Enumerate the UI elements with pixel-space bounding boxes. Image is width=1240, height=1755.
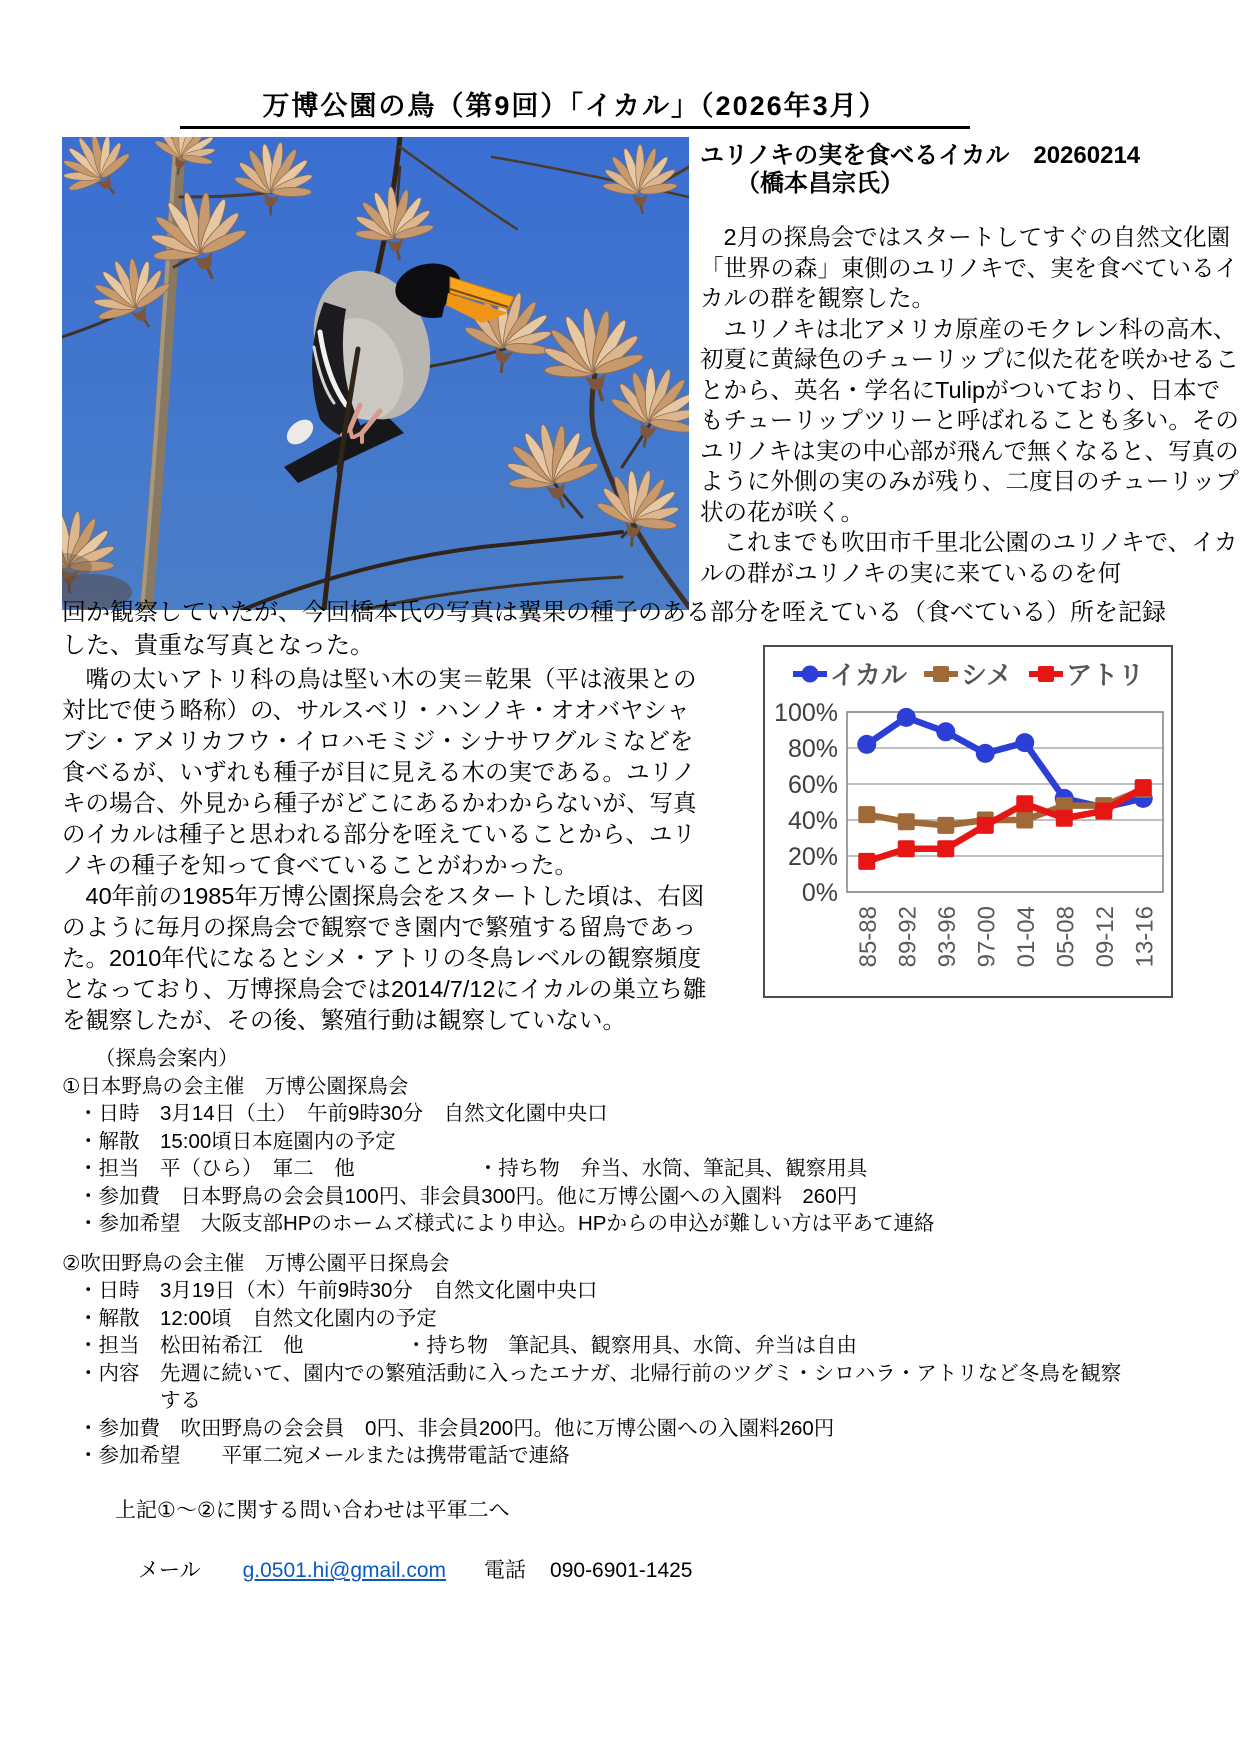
bird-photo-illustration xyxy=(62,137,689,610)
section-gap xyxy=(62,1238,1232,1250)
intro-paragraph-2: ユリノキは北アメリカ原産のモクレン科の高木、初夏に黄緑色のチューリップに似た花を咲かせることから、英名・学名にTulipがついており、日本でもチューリップツリーと呼ばれることも多い。そのユリノキは実の中心部が飛んで無くなると、写真のように外側の実のみが残り、二度目のチューリップ状の花が咲く。 xyxy=(700,315,1239,525)
chart-legend xyxy=(765,655,1171,692)
section2-item-apply: ・参加希望 平軍二宛メールまたは携帯電話で連絡 xyxy=(78,1444,570,1467)
section1-item-leader: ・担当 平（ひら） 軍二 他 ・持ち物 弁当、水筒、筆記具、観察用具 xyxy=(78,1157,868,1180)
svg-text:97-00: 97-00 xyxy=(973,906,1001,968)
contact-block xyxy=(62,1497,1162,1613)
svg-text:05-08: 05-08 xyxy=(1052,906,1080,968)
legend-item-shime xyxy=(923,655,1012,692)
bird-photo xyxy=(62,137,689,610)
legend-label-atori: アトリ xyxy=(1066,660,1145,690)
svg-text:89-92: 89-92 xyxy=(894,906,922,968)
svg-text:80%: 80% xyxy=(787,735,838,763)
svg-text:40%: 40% xyxy=(787,807,838,835)
intro-paragraph-1: 2月の探鳥会ではスタートしてすぐの自然文化園「世界の森」東側のユリノキで、実を食べているイカルの群を観察した。 xyxy=(700,224,1239,311)
announcements-heading: （探鳥会案内） xyxy=(95,1047,239,1070)
legend-label-ikaru: イカル xyxy=(829,660,907,690)
section2-title: ②吹田野鳥の会主催 万博公園平日探鳥会 xyxy=(62,1251,450,1275)
photo-side-column xyxy=(700,142,1240,588)
body-paragraph-3: 40年前の1985年万博公園探鳥会をスタートした頃は、右図のように毎月の探鳥会で観察でき園内で繁殖する留鳥であった。2010年代になるとシメ・アトリの冬鳥レベルの観察頻度となっており、万博探鳥会では2014/7/12にイカルの巣立ち雛を観察したが、その後、繁殖行動は観察していない。 xyxy=(62,883,707,1033)
section2-item-content-cont: する xyxy=(78,1389,201,1412)
atori-line-marker-icon xyxy=(1028,664,1064,684)
section2-item-dismissal: ・解散 12:00頃 自然文化園内の予定 xyxy=(78,1306,437,1330)
svg-text:13-16: 13-16 xyxy=(1131,906,1159,968)
intro-paragraph-3: これまでも吹田市千里北公園のユリノキで、イカルの群がユリノキの実に来ているのを何 xyxy=(700,529,1238,586)
section2-item-fee: ・参加費 吹田野鳥の会会員 0円、非会員200円。他に万博公園への入園料260円 xyxy=(78,1416,835,1440)
contact-detail-line xyxy=(62,1529,1162,1613)
page-title: 万博公園の鳥（第9回）「イカル」（2026年3月） xyxy=(180,84,970,129)
photo-caption-line1: ユリノキの実を食べるイカル 20260214 xyxy=(700,142,1141,169)
phone-number: 090-6901-1425 xyxy=(550,1559,693,1582)
legend-label-shime: シメ xyxy=(960,660,1013,690)
mail-label: メール xyxy=(138,1559,201,1582)
section1-item-dismissal: ・解散 15:00頃日本庭園内の予定 xyxy=(78,1129,396,1153)
legend-item-atori xyxy=(1028,655,1144,692)
event-announcements xyxy=(62,1045,1232,1470)
svg-text:85-88: 85-88 xyxy=(854,906,882,968)
svg-text:20%: 20% xyxy=(787,843,838,871)
shime-line-marker-icon xyxy=(923,664,959,684)
photo-caption-line2: （橋本昌宗氏） xyxy=(700,170,904,197)
legend-item-ikaru xyxy=(792,655,907,692)
body-paragraph-full: 回か観察していたが、今回橋本氏の写真は翼果の種子のある部分を咥えている（食べている）所を記録した、貴重な写真となった。 xyxy=(62,599,1166,659)
section1-item-apply: ・参加希望 大阪支部HPのホームズ様式により申込。HPからの申込が難しい方は平あて連絡 xyxy=(78,1212,935,1235)
body-paragraph-2: 嘴の太いアトリ科の鳥は堅い木の実＝乾果（平は液果との対比で使う略称）の、サルスベリ・ハンノキ・オオバヤシャブシ・アメリカフウ・イロハモミジ・シナサワグルミなどを食べるが、いずれも種子が目に見える木の実である。ユリノキの場合、外見から種子がどこにあるかわからないが、写真のイカルは種子と思われる部分を咥えていることから、ユリノキの種子を知って食べていることがわかった。 xyxy=(62,666,697,878)
svg-text:60%: 60% xyxy=(787,771,838,799)
svg-text:93-96: 93-96 xyxy=(933,906,961,968)
section1-item-datetime: ・日時 3月14日（土） 午前9時30分 自然文化園中央口 xyxy=(78,1102,608,1125)
observation-frequency-chart xyxy=(763,645,1173,998)
section2-item-datetime: ・日時 3月19日（木）午前9時30分 自然文化園中央口 xyxy=(78,1279,598,1302)
phone-label: 電話 xyxy=(484,1559,527,1582)
section2-item-leader: ・担当 松田祐希江 他 ・持ち物 筆記具、観察用具、水筒、弁当は自由 xyxy=(78,1334,857,1357)
email-link[interactable]: g.0501.hi@gmail.com xyxy=(242,1559,447,1582)
section1-title: ①日本野鳥の会主催 万博公園探鳥会 xyxy=(62,1074,409,1098)
chart-plot-area xyxy=(765,647,1171,996)
svg-text:01-04: 01-04 xyxy=(1012,906,1040,968)
section2-item-content: ・内容 先週に続いて、園内での繁殖活動に入ったエナガ、北帰行前のツグミ・シロハラ・アトリなど冬鳥を観察 xyxy=(78,1361,1122,1385)
svg-text:0%: 0% xyxy=(801,879,838,907)
svg-text:100%: 100% xyxy=(774,699,838,727)
ikaru-line-marker-icon xyxy=(792,664,828,684)
body-left-column xyxy=(62,664,710,1036)
svg-text:09-12: 09-12 xyxy=(1091,906,1119,968)
section1-item-fee: ・参加費 日本野鳥の会会員100円、非会員300円。他に万博公園への入園料 260円 xyxy=(78,1184,858,1208)
contact-inquiry-line: 上記①～②に関する問い合わせは平軍二へ xyxy=(115,1499,510,1522)
